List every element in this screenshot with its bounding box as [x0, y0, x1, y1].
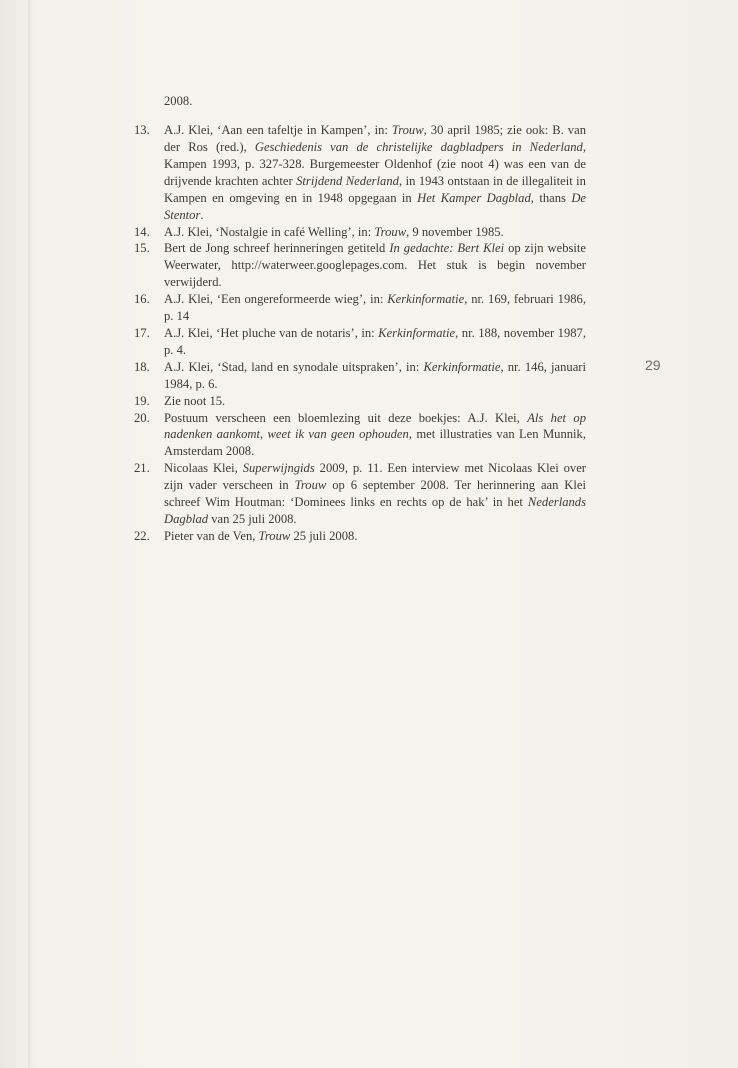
- endnote-number: 19.: [134, 393, 150, 408]
- endnote-text: A.J. Klei, ‘Het pluche van de notaris’, in:: [164, 325, 379, 340]
- endnote-text: van 25 juli 2008.: [208, 511, 297, 526]
- endnote-number: 13.: [134, 123, 150, 138]
- endnote-item: [134, 224, 586, 241]
- endnote-title-italic: Superwijngids: [242, 461, 315, 476]
- endnote-title-italic: Nederlands Dagblad: [164, 495, 586, 526]
- notes-container: [134, 122, 586, 545]
- endnote-number: 14.: [134, 224, 150, 239]
- endnote-text: Pieter van de Ven,: [164, 528, 259, 543]
- endnote-text: , nr. 188, november 1987, p. 4.: [164, 325, 587, 357]
- continued-note-text: 2008.: [164, 93, 193, 108]
- endnote-number: 20.: [134, 410, 150, 425]
- endnote-text: A.J. Klei, ‘Nostalgie in café Welling’, in:: [164, 224, 375, 239]
- endnote-text: , nr. 146, januari 1984, p. 6.: [164, 359, 586, 391]
- endnote-text: A.J. Klei, ‘Een ongereformeerde wieg’, in:: [164, 292, 388, 307]
- endnote-item: [134, 460, 586, 528]
- endnote-text: A.J. Klei, ‘Stad, land en synodale uitspraken’, in:: [164, 359, 424, 374]
- endnote-text: A.J. Klei, ‘Aan een tafeltje in Kampen’, in:: [164, 123, 392, 138]
- endnote-title-italic: Strijdend Nederland: [296, 173, 399, 188]
- endnote-text: Postuum verscheen een bloemlezing uit deze boekjes: A.J. Klei,: [164, 410, 528, 425]
- endnote-title-italic: In gedachte: Bert Klei: [389, 241, 505, 256]
- endnote-title-italic: Trouw: [294, 478, 327, 493]
- endnote-title-italic: Het Kamper Dagblad: [417, 190, 531, 205]
- endnote-text: , 30 april 1985; zie ook: B. van der Ros (red.),: [164, 123, 586, 154]
- endnote-item: [134, 122, 586, 223]
- endnote-text: op zijn website Weerwater, http://waterweer.googlepages.com. Het stuk is begin november verwijderd.: [164, 241, 586, 290]
- page-number: 29: [645, 357, 661, 373]
- endnote-title-italic: Trouw: [391, 123, 424, 138]
- endnote-text: , nr. 169, februari 1986, p. 14: [164, 292, 586, 324]
- endnote-text: Nicolaas Klei,: [164, 461, 243, 476]
- endnote-title-italic: Kerkinformatie: [423, 359, 501, 374]
- endnote-text: 2009, p. 11. Een interview met Nicolaas Klei over zijn vader verscheen in: [164, 461, 586, 493]
- spine-shadow: [28, 0, 32, 1068]
- endnote-item: [134, 528, 586, 545]
- endnote-number: 17.: [134, 325, 150, 340]
- endnote-text: .: [200, 207, 204, 222]
- endnote-number: 21.: [134, 461, 150, 476]
- endnote-title-italic: Trouw: [374, 224, 407, 239]
- endnote-title-italic: Kerkinformatie: [378, 325, 456, 340]
- endnote-number: 16.: [134, 292, 150, 307]
- endnote-text: 25 juli 2008.: [290, 528, 358, 543]
- endnotes-list: [134, 80, 586, 545]
- endnote-item: [134, 410, 586, 461]
- endnote-text: op 6 september 2008. Ter herinnering aan Klei schreef Wim Houtman: ‘Dominees links en rechts op de hak’ in het: [164, 478, 586, 510]
- endnote-title-italic: De Stentor: [164, 190, 587, 222]
- endnote-text: , in 1943 ontstaan in de illegaliteit in Kampen en omgeving en in 1948 opgegaan in: [164, 173, 586, 205]
- endnote-text: Bert de Jong schreef herinneringen getiteld: [164, 241, 390, 256]
- endnote-item: [134, 240, 586, 291]
- endnote-text: Zie noot 15.: [164, 393, 226, 408]
- endnote-item: [134, 359, 586, 393]
- endnote-number: 15.: [134, 241, 150, 256]
- endnote-text: , thans: [530, 190, 572, 205]
- endnote-item: [134, 291, 586, 325]
- endnote-text: , met illustraties van Len Munnik, Amsterdam 2008.: [164, 427, 586, 459]
- endnote-title-italic: Trouw: [258, 528, 291, 543]
- endnote-number: 18.: [134, 359, 150, 374]
- endnote-item: [134, 325, 586, 359]
- endnote-title-italic: Kerkinformatie: [387, 292, 465, 307]
- endnote-title-italic: Geschiedenis van de christelijke dagbladpers in Nederland: [254, 140, 583, 154]
- endnote-title-italic: Als het op nadenken aankomt, weet ik van geen ophouden: [164, 410, 586, 442]
- endnote-text: , Kampen 1993, p. 327-328. Burgemeester Oldenhof (zie noot 4) was een van de drijvende krachten achter: [164, 140, 586, 188]
- endnote-text: , 9 november 1985.: [406, 224, 504, 239]
- endnote-number: 22.: [134, 528, 150, 543]
- endnote-item: [134, 393, 586, 410]
